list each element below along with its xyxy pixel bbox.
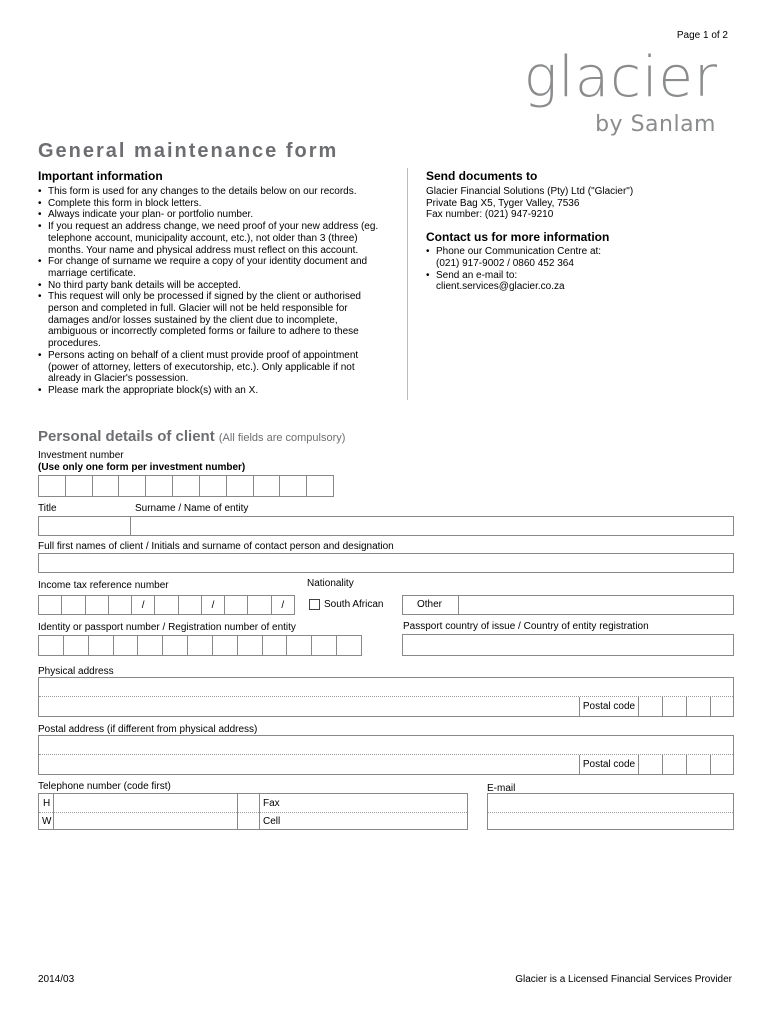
digit-cell[interactable] bbox=[224, 595, 247, 615]
send-line: Glacier Financial Solutions (Pty) Ltd ("Glacier") bbox=[426, 186, 634, 197]
passport-country-label: Passport country of issue / Country of entity registration bbox=[403, 621, 649, 632]
digit-cell[interactable] bbox=[38, 595, 61, 615]
digit-cell[interactable] bbox=[154, 595, 177, 615]
form-title: General maintenance form bbox=[38, 140, 339, 162]
digit-cell[interactable] bbox=[306, 475, 334, 497]
digit-cell[interactable] bbox=[279, 475, 306, 497]
id-number-field[interactable] bbox=[38, 635, 362, 656]
important-info-heading: Important information bbox=[38, 169, 163, 183]
telephone-table bbox=[38, 793, 468, 830]
postal-code-label: Postal code bbox=[580, 697, 639, 716]
id-number-label: Identity or passport number / Registration number of entity bbox=[38, 622, 296, 633]
digit-cell[interactable] bbox=[118, 475, 145, 497]
digit-cell[interactable] bbox=[172, 475, 199, 497]
digit-cell[interactable] bbox=[639, 697, 663, 716]
home-phone-field[interactable] bbox=[54, 794, 237, 812]
page-number: Page 1 of 2 bbox=[676, 30, 728, 41]
digit-cell[interactable] bbox=[336, 635, 362, 656]
digit-cell[interactable] bbox=[237, 635, 262, 656]
digit-cell[interactable] bbox=[85, 595, 108, 615]
investment-number-note: (Use only one form per investment number) bbox=[38, 462, 246, 473]
passport-country-field[interactable] bbox=[402, 634, 734, 656]
digit-cell[interactable] bbox=[212, 635, 237, 656]
digit-cell[interactable] bbox=[162, 635, 187, 656]
cell-label: Cell bbox=[263, 816, 281, 827]
tax-ref-field[interactable] bbox=[38, 595, 295, 615]
list-item: • Always indicate your plan- or portfolio number. bbox=[48, 209, 383, 221]
list-item: • Send an e-mail to: client.services@glacier.co.za bbox=[436, 270, 726, 293]
physical-address-label: Physical address bbox=[38, 666, 114, 677]
other-label: Other bbox=[402, 595, 458, 615]
investment-number-field[interactable] bbox=[38, 475, 334, 497]
work-label: W bbox=[42, 816, 52, 827]
south-african-option[interactable] bbox=[309, 599, 383, 610]
south-african-checkbox[interactable] bbox=[309, 599, 320, 610]
digit-cell[interactable] bbox=[247, 595, 270, 615]
digit-cell[interactable] bbox=[311, 635, 336, 656]
digit-cell[interactable] bbox=[137, 635, 162, 656]
personal-details-title: Personal details of client (All fields are compulsory) bbox=[38, 428, 346, 445]
digit-cell[interactable] bbox=[65, 475, 92, 497]
list-item: • No third party bank details will be accepted. bbox=[48, 280, 383, 292]
postal-address-field[interactable] bbox=[38, 735, 734, 775]
list-item: • Phone our Communication Centre at: (021) 917-9002 / 0860 452 364 bbox=[436, 246, 726, 269]
home-label: H bbox=[43, 798, 51, 809]
digit-cell[interactable] bbox=[711, 755, 733, 774]
glacier-logo: glacier bbox=[523, 45, 718, 110]
address-line-2[interactable] bbox=[39, 755, 580, 774]
surname-label: Surname / Name of entity bbox=[135, 503, 249, 514]
surname-field[interactable] bbox=[130, 516, 734, 536]
column-divider bbox=[259, 794, 260, 829]
digit-cell[interactable] bbox=[687, 755, 711, 774]
digit-cell[interactable] bbox=[113, 635, 138, 656]
column-divider bbox=[407, 168, 408, 400]
digit-cell[interactable] bbox=[663, 697, 687, 716]
title-surname-row bbox=[38, 516, 734, 536]
digit-cell[interactable] bbox=[63, 635, 88, 656]
nationality-label: Nationality bbox=[307, 578, 354, 589]
digit-cell[interactable] bbox=[663, 755, 687, 774]
list-item: • This request will only be processed if signed by the client or authorised person and completed in full. Glacier will not be held responsible for damages and/or losses sustained by the client due to incomplete, ambiguous or incorrectly completed forms or failure to adhere to these procedures. bbox=[48, 291, 383, 350]
separator-cell: / bbox=[131, 595, 154, 615]
digit-cell[interactable] bbox=[199, 475, 226, 497]
send-line: Private Bag X5, Tyger Valley, 7536 bbox=[426, 197, 580, 209]
send-documents-heading: Send documents to bbox=[426, 169, 538, 183]
title-label: Title bbox=[38, 503, 57, 514]
separator-cell: / bbox=[271, 595, 295, 615]
other-nationality-field[interactable] bbox=[458, 595, 734, 615]
important-info-list bbox=[38, 186, 383, 397]
list-item: • For change of surname we require a copy of your identity document and marriage certificate. bbox=[48, 256, 383, 279]
other-nationality-row bbox=[402, 595, 734, 615]
digit-cell[interactable] bbox=[145, 475, 172, 497]
send-line: Fax number: (021) 947-9210 bbox=[426, 209, 554, 221]
email-field[interactable] bbox=[487, 793, 734, 830]
digit-cell[interactable] bbox=[253, 475, 280, 497]
investment-number-label: Investment number bbox=[38, 450, 124, 461]
list-item: • Please mark the appropriate block(s) with an X. bbox=[48, 385, 383, 397]
sanlam-logo-sub: by Sanlam bbox=[595, 112, 716, 137]
physical-address-field[interactable] bbox=[38, 677, 734, 717]
contact-list bbox=[426, 246, 726, 293]
send-documents-section bbox=[426, 169, 726, 293]
work-phone-field[interactable] bbox=[54, 813, 237, 830]
separator-cell: / bbox=[201, 595, 224, 615]
digit-cell[interactable] bbox=[687, 697, 711, 716]
list-item: • Persons acting on behalf of a client must provide proof of appointment (power of attorney, letters of executorship, etc.). Only applicable if not already in Glacier's possession. bbox=[48, 350, 383, 385]
footer-date: 2014/03 bbox=[38, 974, 75, 985]
telephone-label: Telephone number (code first) bbox=[38, 781, 171, 792]
south-african-label: South African bbox=[324, 599, 384, 610]
column-divider bbox=[237, 794, 238, 829]
digit-cell[interactable] bbox=[38, 635, 63, 656]
full-names-label: Full first names of client / Initials and surname of contact person and designation bbox=[38, 541, 394, 552]
address-line-2[interactable] bbox=[39, 697, 580, 716]
important-info-section bbox=[38, 169, 383, 397]
title-field[interactable] bbox=[38, 516, 130, 536]
digit-cell[interactable] bbox=[38, 475, 65, 497]
email-label: E-mail bbox=[487, 783, 516, 794]
digit-cell[interactable] bbox=[262, 635, 287, 656]
postal-code-label: Postal code bbox=[580, 755, 639, 774]
digit-cell[interactable] bbox=[286, 635, 311, 656]
contact-heading: Contact us for more information bbox=[426, 230, 610, 245]
digit-cell[interactable] bbox=[61, 595, 84, 615]
digit-cell[interactable] bbox=[226, 475, 253, 497]
digit-cell[interactable] bbox=[711, 697, 733, 716]
cell-field[interactable] bbox=[285, 813, 467, 830]
digit-cell[interactable] bbox=[178, 595, 201, 615]
digit-cell[interactable] bbox=[92, 475, 119, 497]
list-item: • If you request an address change, we need proof of your new address (eg. telephone account, municipality account, etc.), not older than 3 (three) months. Your name and physical address must reflect on this account. bbox=[48, 221, 383, 256]
digit-cell[interactable] bbox=[187, 635, 212, 656]
digit-cell[interactable] bbox=[88, 635, 113, 656]
fax-field[interactable] bbox=[285, 794, 467, 812]
fax-label: Fax bbox=[263, 798, 280, 809]
list-item: • Complete this form in block letters. bbox=[48, 198, 383, 210]
footer-provider: Glacier is a Licensed Financial Services Provider bbox=[515, 974, 732, 985]
tax-ref-label: Income tax reference number bbox=[38, 580, 169, 591]
digit-cell[interactable] bbox=[639, 755, 663, 774]
list-item: • This form is used for any changes to the details below on our records. bbox=[48, 186, 383, 198]
full-names-field[interactable] bbox=[38, 553, 734, 573]
postal-address-label: Postal address (if different from physical address) bbox=[38, 724, 258, 735]
digit-cell[interactable] bbox=[108, 595, 131, 615]
row-divider bbox=[488, 812, 733, 813]
